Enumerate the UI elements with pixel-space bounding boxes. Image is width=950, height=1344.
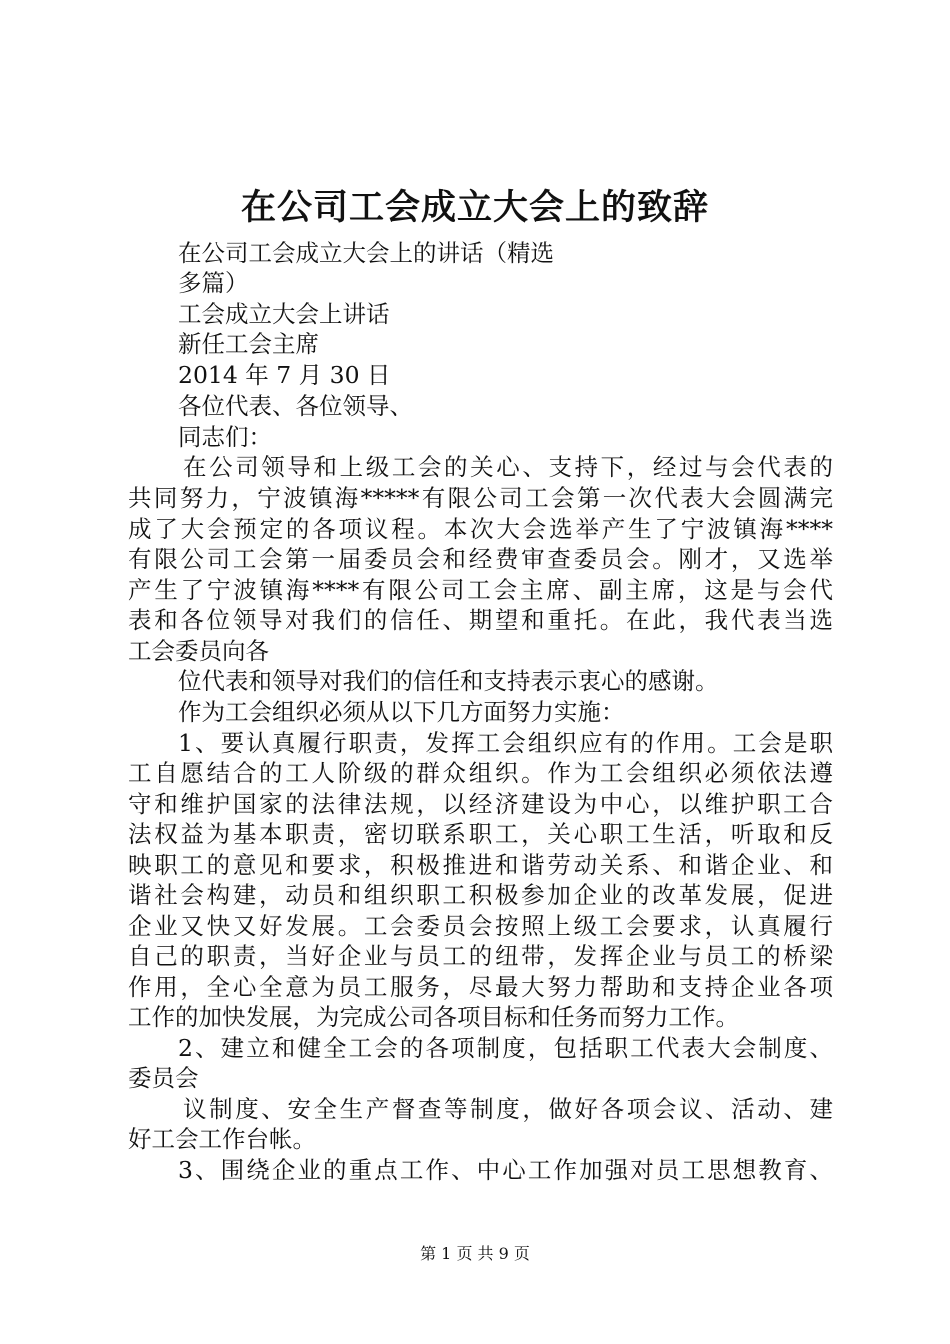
speech-title-line: 工会成立大会上讲话 [178,300,390,328]
body-line: 2、建立和健全工会的各项制度，包括职工代表大会制度、 [178,1034,833,1062]
page-number-footer: 第 1 页 共 9 页 [420,1244,530,1263]
subtitle-line-2: 多篇） [178,269,249,297]
body-line: 议制度、安全生产督查等制度，做好各项会议、活动、建 [183,1095,833,1123]
body-line: 有限公司工会第一届委员会和经费审查委员会。刚才，又选举 [128,545,833,573]
body-line: 委员会 [128,1064,199,1092]
body-line: 位代表和领导对我们的信任和支持表示衷心的感谢。 [178,667,719,695]
body-line: 好工会工作台帐。 [128,1125,316,1153]
salutation-line-1: 各位代表、各位领导、 [178,392,413,420]
body-line: 映职工的意见和要求，积极推进和谐劳动关系、和谐企业、和 [128,851,833,879]
body-line: 谐社会构建，动员和组织职工积极参加企业的改革发展，促进 [128,881,833,909]
document-title: 在公司工会成立大会上的致辞 [240,187,709,228]
body-line: 成了大会预定的各项议程。本次大会选举产生了宁波镇海**** [128,515,833,543]
salutation-line-2: 同志们： [178,423,272,451]
subtitle-line-1: 在公司工会成立大会上的讲话（精选 [178,239,554,267]
body-line: 法权益为基本职责，密切联系职工，关心职工生活，听取和反 [128,820,833,848]
body-line: 企业又快又好发展。工会委员会按照上级工会要求，认真履行 [128,912,833,940]
body-line: 作用，全心全意为员工服务，尽最大努力帮助和支持企业各项 [128,973,833,1001]
body-line: 共同努力，宁波镇海*****有限公司工会第一次代表大会圆满完 [128,484,833,512]
body-line: 工作的加快发展，为完成公司各项目标和任务而努力工作。 [128,1003,739,1031]
body-line: 1、要认真履行职责，发挥工会组织应有的作用。工会是职 [178,729,833,757]
body-line: 工会委员向各 [128,637,269,665]
body-line: 在公司领导和上级工会的关心、支持下，经过与会代表的 [183,453,833,481]
body-line: 自己的职责，当好企业与员工的纽带，发挥企业与员工的桥梁 [128,942,833,970]
body-line: 守和维护国家的法律法规，以经济建设为中心，以维护职工合 [128,790,833,818]
body-line: 作为工会组织必须从以下几方面努力实施： [178,698,625,726]
body-line: 表和各位领导对我们的信任、期望和重托。在此，我代表当选 [128,606,833,634]
body-line: 工自愿结合的工人阶级的群众组织。作为工会组织必须依法遵 [128,759,833,787]
body-line: 产生了宁波镇海****有限公司工会主席、副主席，这是与会代 [128,576,833,604]
date-line: 2014 年 7 月 30 日 [178,361,391,389]
speaker-line: 新任工会主席 [178,330,319,358]
body-line: 3、围绕企业的重点工作、中心工作加强对员工思想教育、 [178,1156,833,1184]
